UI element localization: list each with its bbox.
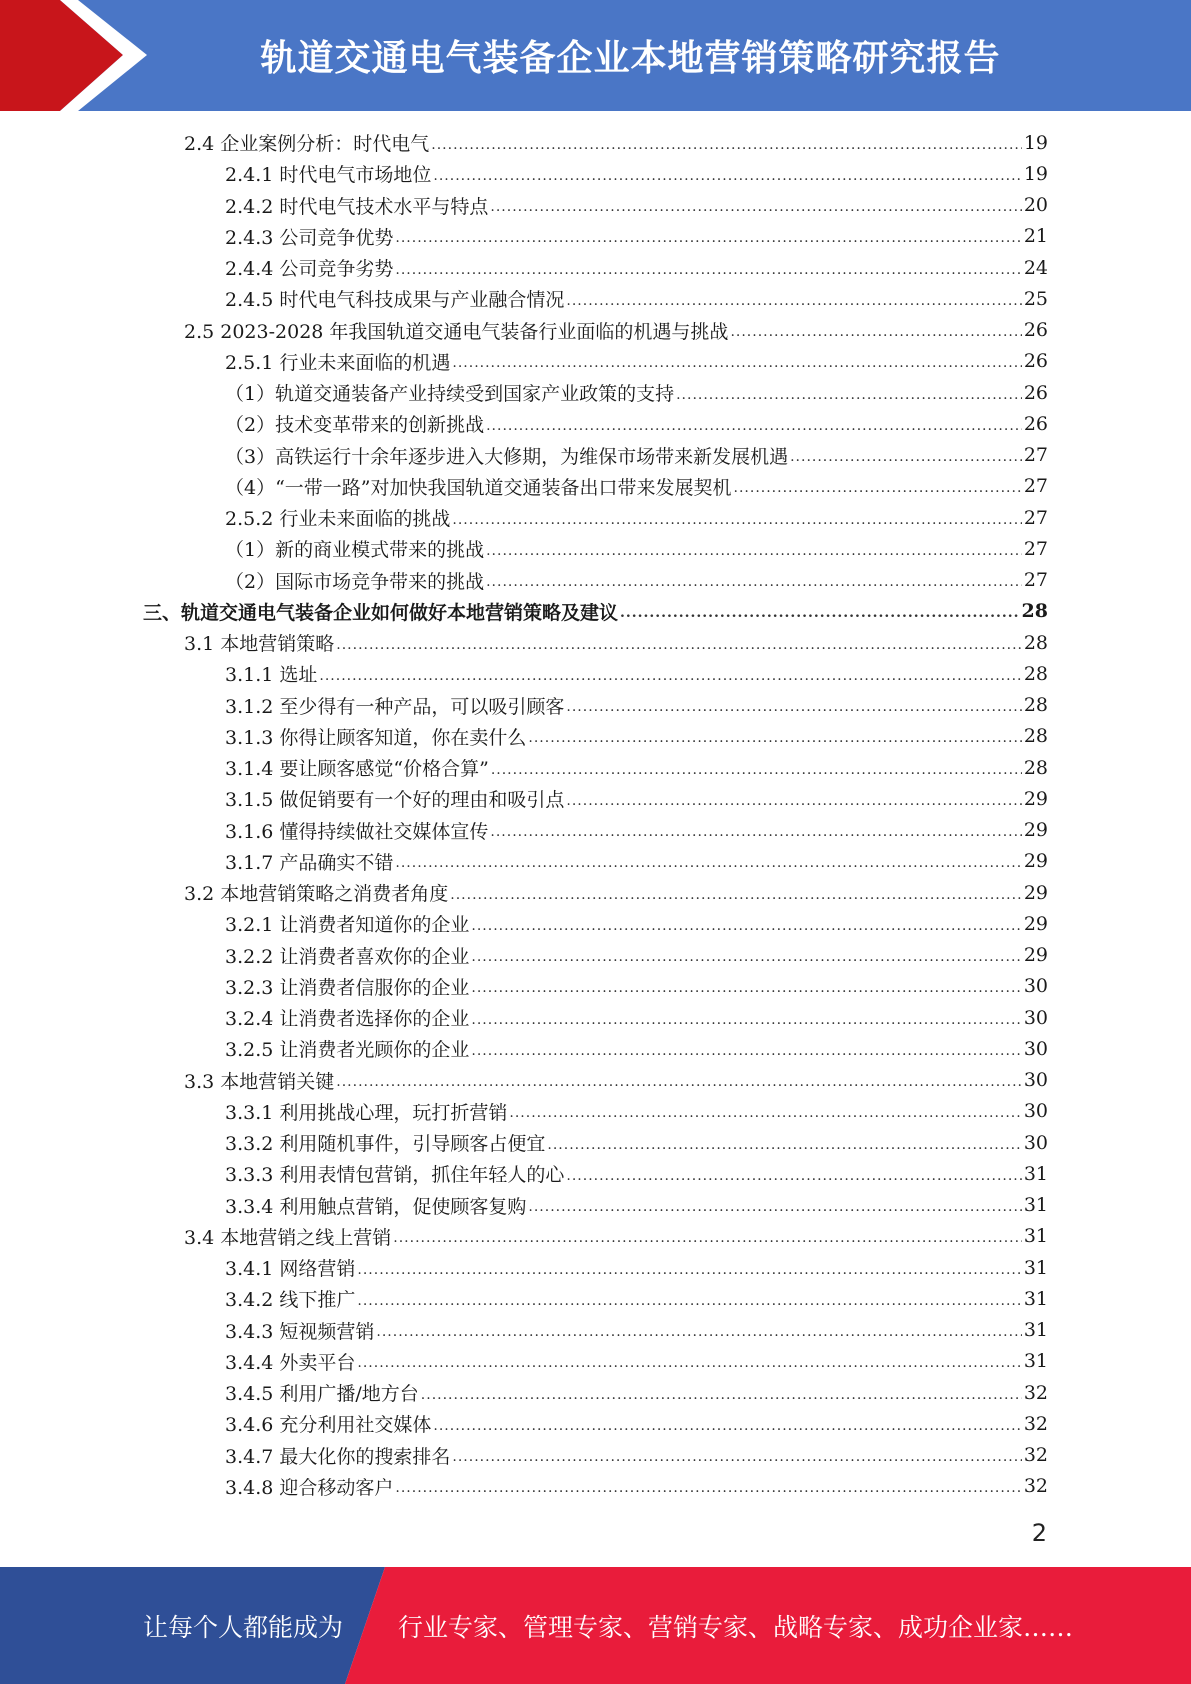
toc-entry-page: 28 [1023,694,1048,716]
toc-entry-label: （3）高铁运行十余年逐步进入大修期，为维保市场带来新发展机遇 [225,445,789,468]
toc-entry[interactable] [225,252,1048,283]
toc-entry-label: 3.4.7 最大化你的搜索排名 [225,1445,451,1468]
toc-entry-page: 30 [1023,1037,1048,1060]
toc-entry[interactable] [225,908,1048,939]
toc-entry-page: 27 [1023,569,1048,591]
toc-entry-label: （4）“一带一路”对加快我国轨道交通装备出口带来发展契机 [225,476,732,499]
toc-entry-page: 32 [1023,1412,1048,1435]
toc-dot-leader [566,1164,1021,1184]
toc-entry[interactable] [225,1471,1048,1502]
toc-entry-page: 28 [1023,725,1048,748]
toc-entry[interactable] [225,221,1048,252]
toc-entry-page: 27 [1023,506,1048,529]
toc-entry[interactable] [225,658,1048,689]
toc-entry[interactable] [225,502,1048,533]
toc-dot-leader [395,226,1021,246]
toc-entry-label: 2.4.5 时代电气科技成果与产业融合情况 [225,289,565,312]
toc-entry-label: 3.4.1 网络营销 [225,1258,356,1280]
toc-entry[interactable] [184,1221,1048,1252]
toc-entry[interactable] [225,1283,1048,1314]
toc-entry-page: 32 [1023,1381,1048,1404]
toc-entry[interactable] [225,1440,1048,1471]
toc-entry-page: 25 [1023,287,1048,310]
toc-entry-page: 26 [1023,381,1048,404]
toc-entry[interactable] [225,940,1048,971]
toc-entry-label: 2.5.1 行业未来面临的机遇 [225,351,451,374]
toc-entry[interactable] [184,127,1048,158]
toc-entry-page: 31 [1023,1225,1048,1248]
footer-slogan-left: 让每个人都能成为 [143,1612,344,1642]
toc-entry[interactable] [225,1252,1048,1283]
toc-entry-label: 2.4.3 公司竞争优势 [225,226,394,249]
toc-dot-leader [319,664,1021,684]
toc-entry-page: 31 [1023,1194,1048,1216]
toc-entry-label: 2.4.4 公司竞争劣势 [225,258,394,280]
toc-entry-label: 3.3.1 利用挑战心理，玩打折营销 [225,1101,508,1124]
toc-entry-label: 3.2.1 让消费者知道你的企业 [225,914,470,937]
toc-entry-label: 3.1.6 懂得持续做社交媒体宣传 [225,820,489,843]
toc-entry-page: 30 [1023,1006,1048,1029]
toc-entry-page: 24 [1023,256,1048,279]
toc-entry-page: 26 [1023,319,1048,341]
toc-entry[interactable] [225,1002,1048,1033]
toc-entry-label: 3.1.1 选址 [225,664,318,687]
toc-entry[interactable] [225,1408,1048,1439]
toc-dot-leader [528,726,1021,746]
page-number: 2 [1031,1519,1047,1547]
toc-dot-leader [395,1476,1021,1496]
toc-entry-label: 3.4.5 利用广播/地方台 [225,1383,419,1405]
toc-entry[interactable] [225,1315,1048,1346]
toc-entry-page: 21 [1023,225,1048,248]
toc-dot-leader [486,539,1022,559]
toc-dot-leader [734,476,1022,496]
toc-entry-label: 3.1.4 要让顾客感觉“价格合算” [225,758,489,780]
toc-dot-leader [620,601,1020,621]
toc-entry-page: 32 [1023,1475,1048,1498]
toc-dot-leader [357,1351,1021,1371]
toc-entry[interactable] [225,1377,1048,1408]
toc-dot-leader [790,445,1022,465]
toc-entry-page: 29 [1023,944,1048,966]
toc-entry[interactable] [184,627,1048,658]
toc-entry[interactable] [225,846,1048,877]
toc-entry-page: 31 [1023,1287,1048,1310]
toc-entry-page: 29 [1023,881,1048,904]
toc-entry-page: 30 [1023,975,1048,998]
toc-entry-label: （1）轨道交通装备产业持续受到国家产业政策的支持 [225,383,675,405]
toc-entry[interactable] [225,1158,1048,1189]
toc-entry-label: 3.3.2 利用随机事件，引导顾客占便宜 [225,1133,546,1155]
toc-dot-leader [357,1289,1021,1309]
toc-entry[interactable] [225,440,1048,471]
toc-entry-page: 28 [1021,600,1048,623]
toc-entry-page: 27 [1023,444,1048,466]
toc-entry[interactable] [225,783,1048,814]
toc-dot-leader [486,570,1022,590]
toc-entry[interactable] [225,190,1048,221]
toc-entry-page: 30 [1023,1069,1048,1091]
toc-entry-label: 3.1.7 产品确实不错 [225,851,394,874]
toc-dot-leader [528,1195,1021,1215]
toc-dot-leader [452,1445,1021,1465]
toc-entry-label: 三、轨道交通电气装备企业如何做好本地营销策略及建议 [143,601,619,624]
toc-entry-label: 3.3.3 利用表情包营销，抓住年轻人的心 [225,1164,565,1187]
toc-entry-page: 20 [1023,194,1048,216]
toc-entry-page: 29 [1023,819,1048,841]
toc-entry-page: 28 [1023,756,1048,779]
toc-entry-page: 27 [1023,475,1048,498]
toc-entry-label: 2.4.2 时代电气技术水平与特点 [225,195,489,218]
toc-dot-leader [471,1008,1021,1028]
toc-entry-label: 3.1.2 至少得有一种产品，可以吸引顾客 [225,695,565,718]
toc-entry-label: 3.2.5 让消费者光顾你的企业 [225,1039,470,1062]
toc-entry[interactable] [143,596,1048,627]
toc-entry[interactable] [225,377,1048,408]
toc-entry-page: 19 [1023,131,1048,154]
toc-dot-leader [491,758,1022,778]
toc-entry[interactable] [225,158,1048,189]
toc-entry-label: 3.4.6 充分利用社交媒体 [225,1414,432,1437]
toc-entry[interactable] [225,533,1048,564]
toc-entry-page: 19 [1023,162,1048,185]
report-title: 轨道交通电气装备企业本地营销策略研究报告 [260,38,1001,79]
toc-entry[interactable] [225,1127,1048,1158]
toc-dot-leader [433,1414,1021,1434]
toc-entry-label: 2.5 2023-2028 年我国轨道交通电气装备行业面临的机遇与挑战 [184,320,729,343]
toc-dot-leader [431,133,1022,153]
toc-entry[interactable] [225,690,1048,721]
toc-dot-leader [471,976,1021,996]
toc-entry-label: 3.2.2 让消费者喜欢你的企业 [225,945,470,968]
toc-dot-leader [471,1039,1021,1059]
toc-entry[interactable] [225,283,1048,314]
toc-entry-label: （1）新的商业模式带来的挑战 [225,539,485,562]
toc-entry[interactable] [225,346,1048,377]
toc-entry-page: 28 [1023,662,1048,685]
toc-dot-leader [433,164,1021,184]
toc-entry[interactable] [184,315,1048,346]
toc-entry-label: 3.2.4 让消费者选择你的企业 [225,1008,470,1030]
toc-entry[interactable] [184,1065,1048,1096]
toc-dot-leader [566,289,1021,309]
toc-entry-label: 3.1.5 做促销要有一个好的理由和吸引点 [225,789,565,812]
toc-entry[interactable] [225,752,1048,783]
toc-entry-label: （2）国际市场竞争带来的挑战 [225,570,485,593]
toc-entry-page: 31 [1023,1319,1048,1341]
toc-dot-leader [452,351,1021,371]
toc-dot-leader [509,1101,1021,1121]
toc-entry-label: 3.4.8 迎合移动客户 [225,1476,394,1499]
toc-entry-label: 2.5.2 行业未来面临的挑战 [225,508,451,530]
toc-entry-label: 3.2.3 让消费者信服你的企业 [225,976,470,999]
toc-entry[interactable] [225,408,1048,439]
toc-entry-label: 3.3.4 利用触点营销，促使顾客复购 [225,1195,527,1218]
toc-entry-page: 27 [1023,537,1048,560]
toc-entry-label: 3.1 本地营销策略 [184,633,335,655]
toc-entry-label: 3.1.3 你得让顾客知道，你在卖什么 [225,726,527,749]
toc-entry-page: 26 [1023,350,1048,373]
toc-entry[interactable] [225,1346,1048,1377]
toc-dot-leader [471,914,1021,934]
toc-entry[interactable] [225,1033,1048,1064]
toc-entry-page: 30 [1023,1100,1048,1123]
toc-dot-leader [547,1133,1021,1153]
toc-dot-leader [376,1320,1021,1340]
toc-dot-leader [452,508,1021,528]
toc-dot-leader [490,820,1021,840]
toc-entry[interactable] [225,721,1048,752]
toc-dot-leader [393,1226,1022,1246]
toc-entry-page: 26 [1023,412,1048,435]
toc-dot-leader [490,195,1021,215]
toc-entry-label: 3.4.2 线下推广 [225,1289,356,1312]
toc-entry[interactable] [225,565,1048,596]
toc-entry-label: 3.4.3 短视频营销 [225,1320,375,1343]
toc-dot-leader [336,633,1022,653]
toc-entry[interactable] [225,1096,1048,1127]
toc-entry[interactable] [225,815,1048,846]
toc-entry-page: 31 [1023,1350,1048,1373]
header-banner [0,0,1191,111]
toc-entry-label: （2）技术变革带来的创新挑战 [225,414,485,437]
toc-dot-leader [471,945,1021,965]
toc-entry-page: 29 [1023,787,1048,810]
toc-dot-leader [395,258,1021,278]
toc-entry-label: 3.4.4 外卖平台 [225,1351,356,1374]
toc-dot-leader [336,1070,1022,1090]
toc-entry-label: 2.4.1 时代电气市场地位 [225,164,432,187]
toc-entry-page: 28 [1023,631,1048,654]
toc-entry-page: 29 [1023,912,1048,935]
toc-entry-page: 29 [1023,850,1048,873]
toc-dot-leader [566,695,1021,715]
toc-entry-label: 2.4 企业案例分析：时代电气 [184,133,430,155]
toc-dot-leader [676,383,1022,403]
toc-entry-label: 3.2 本地营销策略之消费者角度 [184,883,449,905]
toc-entry-page: 30 [1023,1131,1048,1154]
toc-dot-leader [566,789,1021,809]
toc-dot-leader [357,1258,1021,1278]
toc-entry[interactable] [184,877,1048,908]
toc-entry-page: 32 [1023,1444,1048,1466]
toc-dot-leader [486,414,1022,434]
footer-slogan-right: 行业专家、管理专家、营销专家、战略专家、成功企业家…… [398,1612,1074,1642]
toc-dot-leader [730,320,1021,340]
toc-entry-page: 31 [1023,1256,1048,1279]
toc-entry[interactable] [225,471,1048,502]
footer-banner [0,1567,1191,1684]
toc-entry[interactable] [225,971,1048,1002]
toc-entry-page: 31 [1023,1162,1048,1185]
toc-entry-label: 3.3 本地营销关键 [184,1070,335,1093]
toc-dot-leader [421,1383,1022,1403]
toc-entry-label: 3.4 本地营销之线上营销 [184,1226,392,1249]
toc-dot-leader [395,851,1021,871]
toc-dot-leader [450,883,1022,903]
toc-entry[interactable] [225,1190,1048,1221]
